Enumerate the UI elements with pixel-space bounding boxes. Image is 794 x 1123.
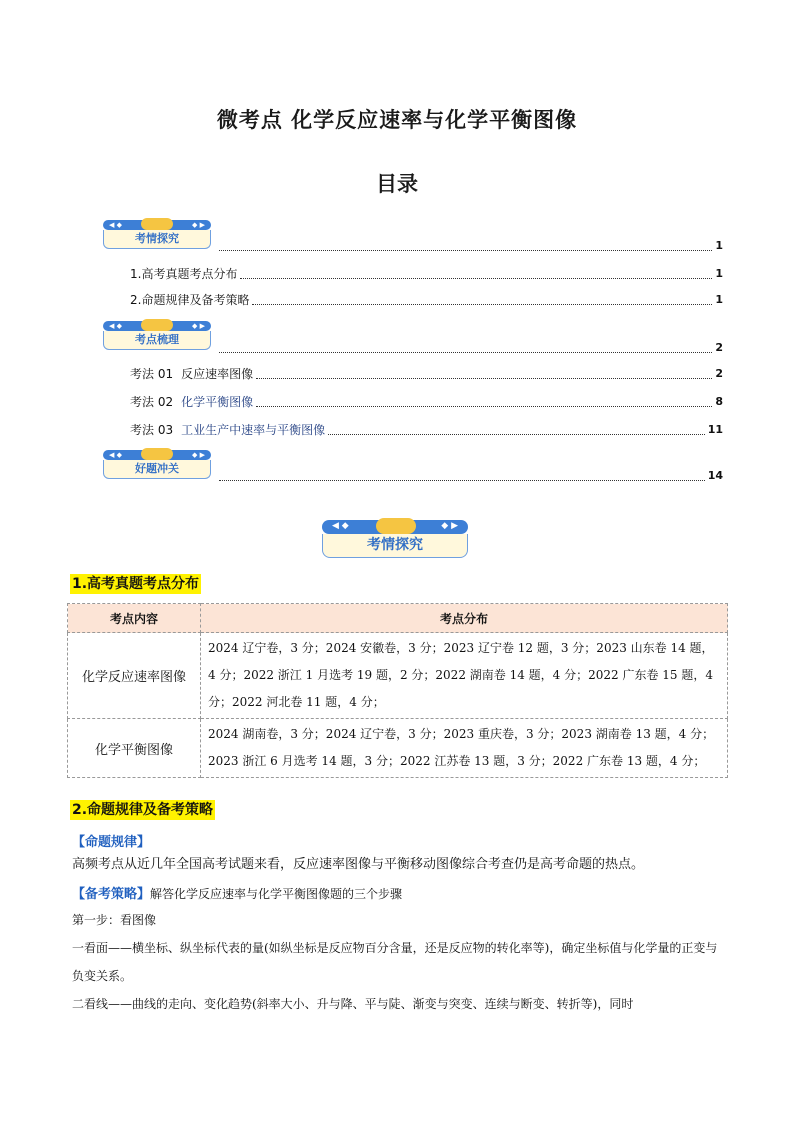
look-one: 一看面——横坐标、纵坐标代表的量(如纵坐标是反应物百分含量，还是反应物的转化率等)，确定坐标值与化学量的正变与负变关系。 — [72, 941, 718, 983]
section-badge-label: 考情探究 — [322, 534, 468, 558]
toc-badge-practice[interactable]: ◀ ◆ ◆ ▶ 好题冲关 — [103, 450, 211, 480]
table-row — [68, 719, 728, 778]
table-header: 考点内容 — [68, 604, 201, 633]
strategy-text: 解答化学反应速率与化学平衡图像题的三个步骤 — [150, 887, 403, 901]
page-title: 微考点 化学反应速率与化学平衡图像 — [216, 108, 578, 132]
toc-entry-prefix: 考法 03 — [130, 423, 174, 437]
table-cell-topic: 化学平衡图像 — [68, 719, 201, 778]
table-cell-distribution: 2024 湖南卷，3 分；2024 辽宁卷，3 分；2023 重庆卷，3 分；2023 湖南卷 13 题，4 分；2023 浙江 6 月选考 14 题，3 分；2022 江苏卷 13 题，3 分；2022 广东卷 13 题，4 分； — [201, 719, 728, 778]
toc-entry-label: 2.命题规律及备考策略 — [130, 293, 250, 307]
toc-badge-exam-exploration[interactable]: ◀ ◆ ◆ ▶ 考情探究 — [103, 220, 211, 250]
toc-entry-label: 1.高考真题考点分布 — [130, 267, 238, 281]
toc-entry[interactable]: 1.高考真题考点分布 1 — [130, 267, 723, 281]
toc-entry[interactable]: 1 — [216, 238, 723, 254]
toc-entry-label: 化学平衡图像 — [181, 395, 254, 409]
look-two: 二看线——曲线的走向、变化趋势(斜率大小、升与降、平与陡、渐变与突变、连续与断变、转折等)，同时 — [72, 997, 634, 1011]
table-cell-topic: 化学反应速率图像 — [68, 633, 201, 719]
toc-entry[interactable]: 14 — [216, 468, 723, 484]
toc-entry-label: 反应速率图像 — [181, 367, 254, 381]
toc-badge-label: 好题冲关 — [103, 460, 211, 479]
toc-heading: 目录 — [376, 172, 418, 196]
exam-distribution-table — [67, 603, 728, 778]
strategy-line — [72, 884, 402, 905]
rule-text: 高频考点从近几年全国高考试题来看，反应速率图像与平衡移动图像综合考查仍是高考命题的热点。 — [72, 857, 645, 872]
strategy-label: 【备考策略】 — [72, 887, 151, 902]
toc-entry[interactable]: 2 — [216, 340, 723, 356]
toc-entry[interactable]: 考法 03 工业生产中速率与平衡图像 11 — [130, 423, 723, 437]
toc-entry-prefix: 考法 02 — [130, 395, 174, 409]
toc-badge-label: 考情探究 — [103, 230, 211, 249]
section-heading-strategy: 2.命题规律及备考策略 — [72, 802, 214, 818]
table-cell-distribution: 2024 辽宁卷，3 分；2024 安徽卷，3 分；2023 辽宁卷 12 题，3 分；2023 山东卷 14 题，4 分；2022 浙江 1 月选考 19 题，2 分；2022 湖南卷 14 题，4 分；2022 广东卷 15 题，4 分；2022 河北卷 11 题，4 分； — [201, 633, 728, 719]
table-row — [68, 633, 728, 719]
step-one: 第一步：看图像 — [72, 913, 157, 927]
toc-entry[interactable]: 2.命题规律及备考策略 1 — [130, 293, 723, 307]
toc-entry-label: 工业生产中速率与平衡图像 — [181, 423, 326, 437]
toc-badge-key-points[interactable]: ◀ ◆ ◆ ▶ 考点梳理 — [103, 321, 211, 351]
toc-badge-label: 考点梳理 — [103, 331, 211, 350]
toc-entry[interactable]: 考法 02 化学平衡图像 8 — [130, 395, 723, 409]
toc-entry-prefix: 考法 01 — [130, 367, 174, 381]
section-badge: ◀ ◆ ◆ ▶ 考情探究 — [322, 520, 468, 558]
rule-label: 【命题规律】 — [72, 835, 151, 850]
toc-entry[interactable]: 考法 01 反应速率图像 2 — [130, 367, 723, 381]
section-heading-distribution: 1.高考真题考点分布 — [72, 576, 200, 592]
table-header: 考点分布 — [201, 604, 728, 633]
